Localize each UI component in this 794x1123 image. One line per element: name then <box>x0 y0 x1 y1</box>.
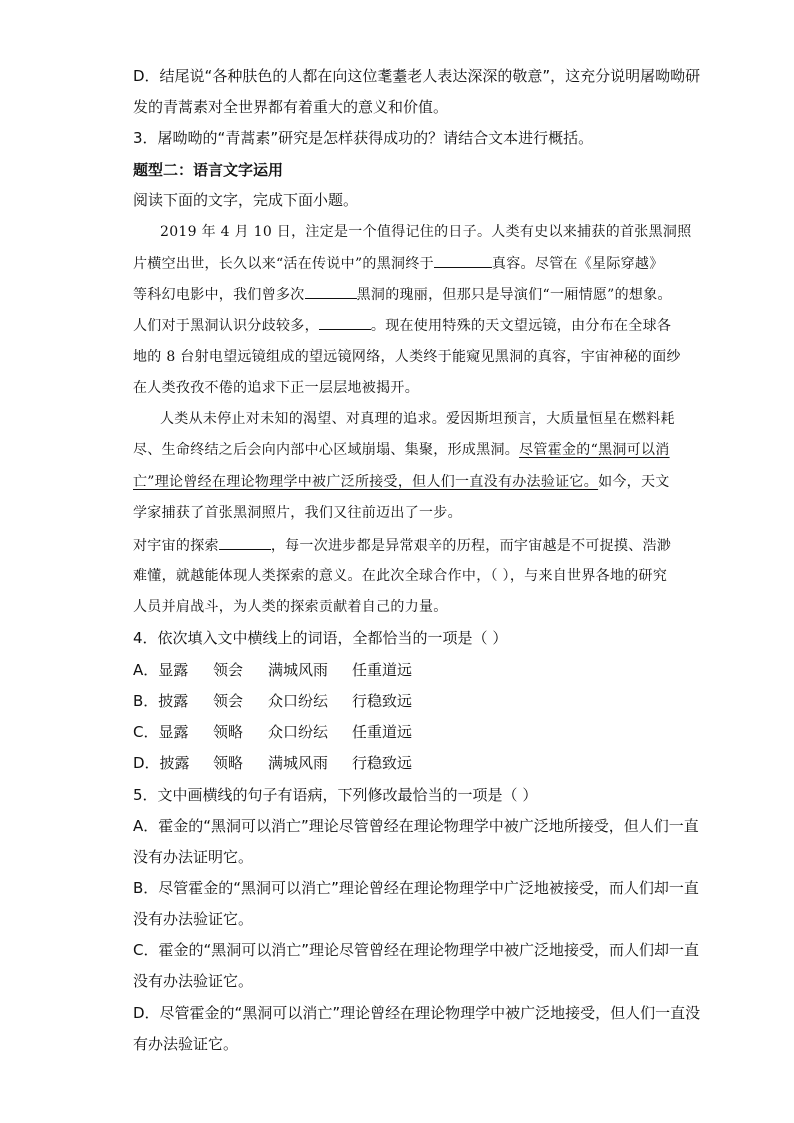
q2-option-d-line2: 发的青蒿素对全世界都有着重大的意义和价值。 <box>133 98 449 116</box>
underlined-sentence: 亡”理论曾经在理论物理学中被广泛所接受，但人们一直没有办法验证它。 <box>133 474 599 490</box>
option-word: 行稳致远 <box>352 692 413 710</box>
option-word: 满城风雨 <box>268 661 329 679</box>
section-title: 题型二：语言文字运用 <box>133 161 284 179</box>
option-label: A．显露 <box>133 661 189 679</box>
option-word: 满城风雨 <box>268 754 329 772</box>
passage-text: 真容。尽管在《星际穿越》 <box>491 256 664 272</box>
passage-text: 如今，天文 <box>598 474 670 490</box>
option-word: 领会 <box>213 692 244 710</box>
option-word: 任重道远 <box>352 723 413 741</box>
option-line1: C．霍金的“黑洞可以消亡”理论尽管曾经在理论物理学中被广泛地接受，而人们却一直 <box>133 941 700 959</box>
option-word: 领略 <box>213 723 244 741</box>
passage-p1-line6: 在人类孜孜不倦的追求下正一层层地被揭开。 <box>133 380 419 396</box>
passage-text: 等科幻电影中，我们曾多次 <box>133 287 305 303</box>
fill-blank-4 <box>219 535 271 550</box>
fill-blank-2 <box>305 284 357 299</box>
passage-p2-line3 <box>133 472 670 492</box>
fill-blank-3 <box>319 315 371 330</box>
passage-p1-line2 <box>133 253 664 274</box>
passage-text: 尽、生命终结之后会向内部中心区域崩塌、集聚，形成黑洞。 <box>133 442 520 458</box>
option-line1: A．霍金的“黑洞可以消亡”理论尽管曾经在理论物理学中被广泛地所接受，但人们一直 <box>133 817 699 835</box>
option-word: 领会 <box>213 661 244 679</box>
passage-p2-line1: 人类从未停止对未知的渴望、对真理的追求。爱因斯坦预言，大质量恒星在燃料耗 <box>160 411 675 427</box>
fill-blank-1 <box>434 253 492 268</box>
option-line2: 没有办法验证它。 <box>133 972 254 990</box>
option-line2: 有办法验证它。 <box>133 1035 239 1053</box>
question-4-stem: 4．依次填入文中横线上的词语，全都恰当的一项是（ ） <box>133 629 508 647</box>
option-label: C．显露 <box>133 723 189 741</box>
passage-p3-line1 <box>133 535 671 556</box>
option-word: 众口纷纭 <box>268 723 329 741</box>
passage-p1-line3 <box>133 284 672 305</box>
instruction: 阅读下面的文字，完成下面小题。 <box>133 191 359 209</box>
option-word: 任重道远 <box>352 661 413 679</box>
passage-p2-line4: 学家捕获了首张黑洞照片，我们又往前迈出了一步。 <box>133 505 462 521</box>
passage-p2-line2 <box>133 440 670 460</box>
passage-text: 黑洞的瑰丽，但那只是导演们“一厢情愿”的想象。 <box>356 287 672 303</box>
passage-p1-line4 <box>133 315 671 336</box>
passage-text: 片横空出世，长久以来“活在传说中”的黑洞终于 <box>133 256 434 272</box>
passage-text: ，每一次进步都是异常艰辛的历程，而宇宙越是不可捉摸、浩渺 <box>270 538 672 554</box>
option-word: 众口纷纭 <box>268 692 329 710</box>
passage-text: 。现在使用特殊的天文望远镜，由分布在全球各 <box>370 318 672 334</box>
option-label: B．披露 <box>133 692 189 710</box>
option-word: 行稳致远 <box>352 754 413 772</box>
question-5-stem: 5．文中画横线的句子有语病，下列修改最恰当的一项是（ ） <box>133 786 538 804</box>
passage-p3-line2: 难懂，就越能体现人类探索的意义。在此次全球合作中，（ ），与来自世界各地的研究 <box>133 568 668 584</box>
passage-p1-line5: 地的 8 台射电望远镜组成的望远镜网络，人类终于能窥见黑洞的真容，宇宙神秘的面纱 <box>133 349 681 365</box>
option-line1: B．尽管霍金的“黑洞可以消亡”理论曾经在理论物理学中广泛地被接受，而人们却一直 <box>133 879 699 897</box>
option-line1: D．尽管霍金的“黑洞可以消亡”理论曾经在理论物理学中被广泛地接受，但人们一直没 <box>133 1004 701 1022</box>
passage-text: 对宇宙的探索 <box>133 538 219 554</box>
passage-text: 人们对于黑洞认识分歧较多， <box>133 318 319 334</box>
option-line2: 没有办法验证它。 <box>133 910 254 928</box>
passage-p1-line1: 2019 年 4 月 10 日，注定是一个值得记住的日子。人类有史以来捕获的首张黑洞照 <box>160 224 692 240</box>
option-label: D．披露 <box>133 754 190 772</box>
underlined-sentence: 尽管霍金的“黑洞可以消 <box>519 442 670 458</box>
passage-p3-line3: 人员并肩战斗，为人类的探索贡献着自己的力量。 <box>133 599 448 615</box>
option-line2: 没有办法证明它。 <box>133 848 254 866</box>
q2-option-d-line1: D．结尾说“各种肤色的人都在向这位耄耋老人表达深深的敬意”，这充分说明屠呦呦研 <box>133 67 701 85</box>
option-word: 领略 <box>213 754 244 772</box>
question-3: 3．屠呦呦的“青蒿素”研究是怎样获得成功的？请结合文本进行概括。 <box>133 129 594 147</box>
